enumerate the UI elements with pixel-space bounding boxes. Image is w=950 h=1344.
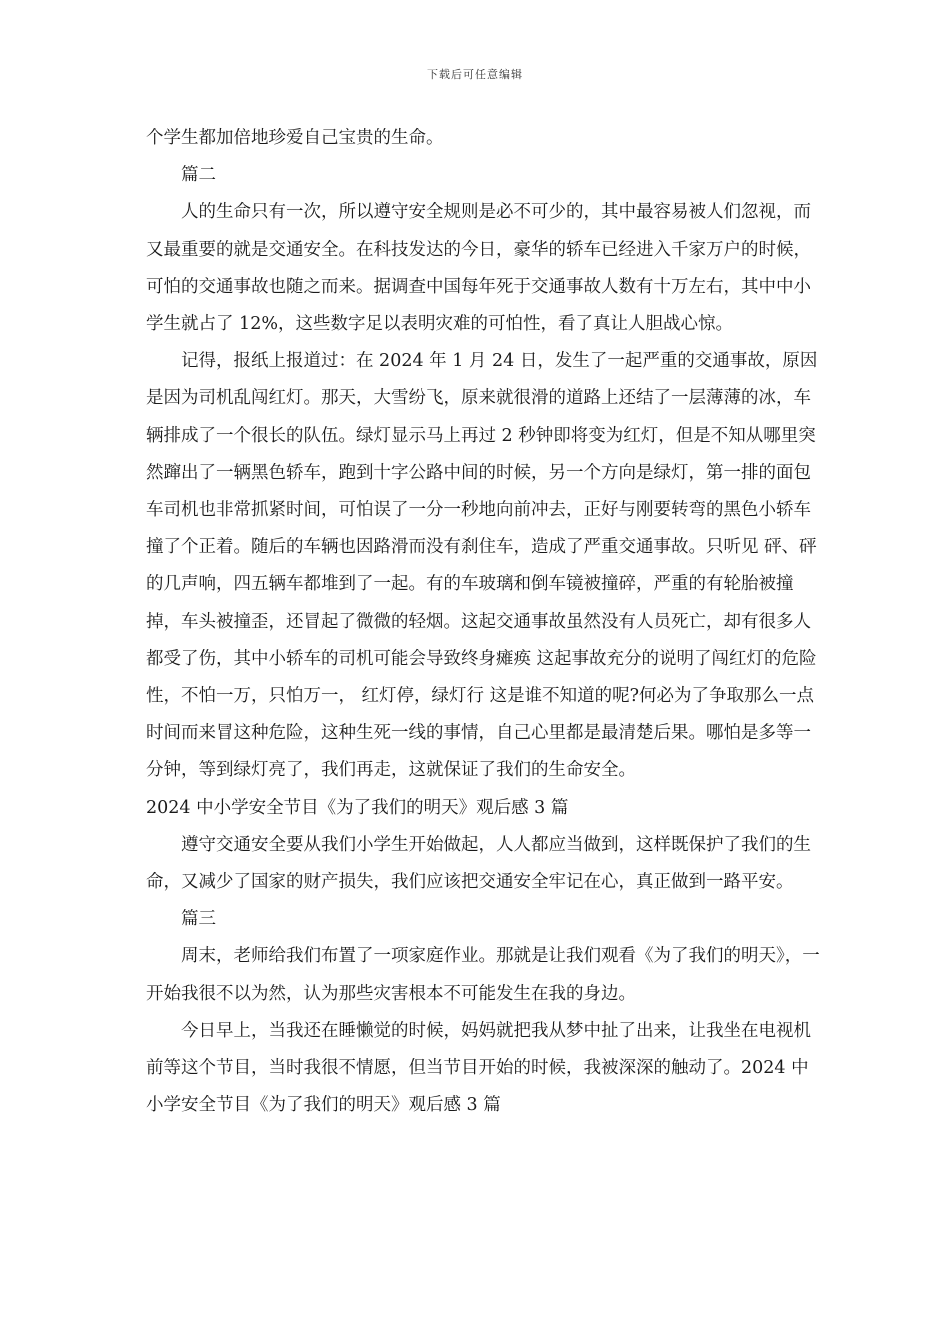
- paragraph-continuation: 个学生都加倍地珍爱自己宝贵的生命。: [146, 128, 444, 148]
- section-heading-2: 篇二: [181, 165, 216, 186]
- paragraph: 人的生命只有一次，所以遵守安全规则是必不可少的，其中最容易被人们忽视，而又最重要的就是交通安全。在科技发达的今日，豪华的轿车已经进入千家万户的时候，可怕的交通事故也随之而来。据调查中国每年死于交通事故人数有十万左右，其中中小学生就占了 12%，这些数字足以表明灾难的可怕性，看了真让人胆战心惊。: [146, 202, 811, 335]
- document-body: [146, 120, 826, 1124]
- page-header: 下载后可任意编辑: [427, 68, 523, 81]
- paragraph: 记得，报纸上报道过：在 2024 年 1 月 24 日，发生了一起严重的交通事故，原因是因为司机乱闯红灯。那天，大雪纷飞，原来就很滑的道路上还结了一层薄薄的冰，车辆排成了一个很长的队伍。绿灯显示马上再过 2 秒钟即将变为红灯，但是不知从哪里突然蹿出了一辆黑色轿车，跑到十字公路中间的时候，另一个方向是绿灯，第一排的面包车司机也非常抓紧时间，可怕误了一分一秒地向前冲去，正好与刚要转弯的黑色小轿车撞了个正着。随后的车辆也因路滑而没有刹住车，造成了严重交通事故。只听见 砰、砰 的几声响，四五辆车都堆到了一起。有的车玻璃和倒车镜被撞碎，严重的有轮胎被撞掉，车头被撞歪，还冒起了微微的轻烟。这起交通事故虽然没有人员死亡，却有很多人都受了伤，其中小轿车的司机可能会导致终身瘫痪 这起事故充分的说明了闯红灯的危险性，不怕一万，只怕万一， 红灯停，绿灯行 这是谁不知道的呢?何必为了争取那么一点时间而来冒这种危险，这种生死一线的事情，自己心里都是最清楚后果。哪怕是多等一分钟，等到绿灯亮了，我们再走，这就保证了我们的生命安全。: [146, 351, 818, 781]
- paragraph: 周末，老师给我们布置了一项家庭作业。那就是让我们观看《为了我们的明天》，一开始我很不以为然，认为那些灾害根本不可能发生在我的身边。: [146, 946, 820, 1004]
- document-title-line: 2024 中小学安全节目《为了我们的明天》观后感 3 篇: [146, 797, 569, 818]
- section-heading-3: 篇三: [181, 909, 216, 930]
- paragraph: 今日早上，当我还在睡懒觉的时候，妈妈就把我从梦中扯了出来，让我坐在电视机前等这个节目，当时我很不情愿，但当节目开始的时候，我被深深的触动了。2024 中小学安全节目《为了我们的明天》观后感 3 篇: [146, 1020, 811, 1116]
- paragraph: 遵守交通安全要从我们小学生开始做起，人人都应当做到，这样既保护了我们的生命，又减少了国家的财产损失，我们应该把交通安全牢记在心，真正做到一路平安。: [146, 834, 811, 893]
